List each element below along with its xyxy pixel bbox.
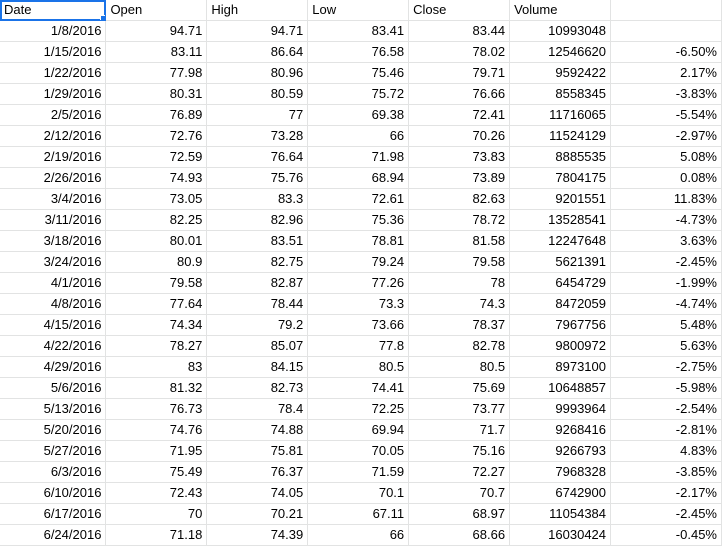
cell-open[interactable]: 77.98 bbox=[106, 63, 207, 84]
table-row bbox=[0, 189, 722, 210]
cell-close[interactable]: 68.97 bbox=[409, 504, 510, 525]
table-row bbox=[0, 168, 722, 189]
cell-volume[interactable]: 9266793 bbox=[510, 441, 611, 462]
cell-change[interactable]: 2.17% bbox=[611, 63, 722, 84]
cell-high[interactable]: 84.15 bbox=[207, 357, 308, 378]
cell-open[interactable]: 80.9 bbox=[106, 252, 207, 273]
cell-close[interactable]: 68.66 bbox=[409, 525, 510, 546]
cell-date[interactable]: 6/3/2016 bbox=[0, 462, 106, 483]
cell-low[interactable]: 69.38 bbox=[308, 105, 409, 126]
cell-close[interactable]: 80.5 bbox=[409, 357, 510, 378]
cell-volume[interactable]: 8558345 bbox=[510, 84, 611, 105]
cell-date[interactable]: 5/13/2016 bbox=[0, 399, 106, 420]
cell-close[interactable]: 70.26 bbox=[409, 126, 510, 147]
table-row bbox=[0, 252, 722, 273]
header-row bbox=[0, 0, 722, 21]
table-row bbox=[0, 483, 722, 504]
table-row bbox=[0, 525, 722, 546]
cell-date[interactable]: 3/24/2016 bbox=[0, 252, 106, 273]
cell-volume[interactable]: 11716065 bbox=[510, 105, 611, 126]
cell-high[interactable]: 82.73 bbox=[207, 378, 308, 399]
cell-close[interactable]: 82.63 bbox=[409, 189, 510, 210]
cell-change[interactable]: 5.08% bbox=[611, 147, 722, 168]
cell-open[interactable]: 80.01 bbox=[106, 231, 207, 252]
table-row bbox=[0, 420, 722, 441]
cell-high[interactable]: 78.44 bbox=[207, 294, 308, 315]
cell-change[interactable]: -5.98% bbox=[611, 378, 722, 399]
cell-open[interactable]: 77.64 bbox=[106, 294, 207, 315]
cell-volume[interactable]: 9592422 bbox=[510, 63, 611, 84]
cell-low[interactable]: 83.41 bbox=[308, 21, 409, 42]
cell-date[interactable]: 4/1/2016 bbox=[0, 273, 106, 294]
cell-date[interactable]: 5/20/2016 bbox=[0, 420, 106, 441]
table-row bbox=[0, 399, 722, 420]
cell-close[interactable]: 78.37 bbox=[409, 315, 510, 336]
cell-high[interactable]: 70.21 bbox=[207, 504, 308, 525]
cell-high[interactable]: 77 bbox=[207, 105, 308, 126]
table-row bbox=[0, 147, 722, 168]
cell-change[interactable]: -0.45% bbox=[611, 525, 722, 546]
cell-change[interactable]: -1.99% bbox=[611, 273, 722, 294]
cell-volume[interactable]: 8885535 bbox=[510, 147, 611, 168]
cell-high[interactable]: 76.64 bbox=[207, 147, 308, 168]
cell-open[interactable]: 70 bbox=[106, 504, 207, 525]
cell-open[interactable]: 71.18 bbox=[106, 525, 207, 546]
cell-change[interactable]: -2.97% bbox=[611, 126, 722, 147]
cell-close[interactable]: 79.71 bbox=[409, 63, 510, 84]
cell-low[interactable]: 68.94 bbox=[308, 168, 409, 189]
cell-change[interactable]: -2.45% bbox=[611, 252, 722, 273]
cell-close[interactable]: 73.89 bbox=[409, 168, 510, 189]
cell-low[interactable]: 80.5 bbox=[308, 357, 409, 378]
cell-high[interactable]: 76.37 bbox=[207, 462, 308, 483]
cell-high[interactable]: 83.3 bbox=[207, 189, 308, 210]
cell-close[interactable]: 79.58 bbox=[409, 252, 510, 273]
cell-close[interactable]: 78.72 bbox=[409, 210, 510, 231]
cell-date[interactable]: 6/10/2016 bbox=[0, 483, 106, 504]
cell-low[interactable]: 71.59 bbox=[308, 462, 409, 483]
cell-open[interactable]: 82.25 bbox=[106, 210, 207, 231]
cell-volume[interactable]: 8472059 bbox=[510, 294, 611, 315]
cell-low[interactable]: 72.25 bbox=[308, 399, 409, 420]
table-row bbox=[0, 210, 722, 231]
cell-volume[interactable]: 11054384 bbox=[510, 504, 611, 525]
cell-close[interactable]: 82.78 bbox=[409, 336, 510, 357]
cell-volume[interactable]: 10993048 bbox=[510, 21, 611, 42]
cell-volume[interactable]: 6454729 bbox=[510, 273, 611, 294]
cell-close[interactable]: 71.7 bbox=[409, 420, 510, 441]
cell-low[interactable]: 66 bbox=[308, 525, 409, 546]
cell-volume[interactable]: 9268416 bbox=[510, 420, 611, 441]
cell-close[interactable]: 72.41 bbox=[409, 105, 510, 126]
selection-fill-handle[interactable] bbox=[100, 15, 106, 21]
cell-close[interactable]: 75.69 bbox=[409, 378, 510, 399]
cell-date[interactable]: 2/5/2016 bbox=[0, 105, 106, 126]
table-row bbox=[0, 294, 722, 315]
cell-volume[interactable]: 7804175 bbox=[510, 168, 611, 189]
cell-change[interactable]: -6.50% bbox=[611, 42, 722, 63]
cell-volume[interactable]: 12546620 bbox=[510, 42, 611, 63]
cell-change[interactable]: 11.83% bbox=[611, 189, 722, 210]
cell-change[interactable]: 4.83% bbox=[611, 441, 722, 462]
cell-high[interactable]: 78.4 bbox=[207, 399, 308, 420]
cell-close[interactable]: 73.77 bbox=[409, 399, 510, 420]
cell-low[interactable]: 75.36 bbox=[308, 210, 409, 231]
table-row bbox=[0, 42, 722, 63]
cell-open[interactable]: 81.32 bbox=[106, 378, 207, 399]
cell-change[interactable]: -3.85% bbox=[611, 462, 722, 483]
cell-close[interactable]: 81.58 bbox=[409, 231, 510, 252]
cell-change[interactable]: -2.54% bbox=[611, 399, 722, 420]
cell-date[interactable]: 4/22/2016 bbox=[0, 336, 106, 357]
header-cell-volume[interactable]: Volume bbox=[510, 0, 611, 21]
cell-low[interactable]: 72.61 bbox=[308, 189, 409, 210]
table-row bbox=[0, 273, 722, 294]
cell-date[interactable]: 2/26/2016 bbox=[0, 168, 106, 189]
cell-high[interactable]: 80.59 bbox=[207, 84, 308, 105]
cell-close[interactable]: 74.3 bbox=[409, 294, 510, 315]
cell-volume[interactable]: 9201551 bbox=[510, 189, 611, 210]
cell-date[interactable]: 3/11/2016 bbox=[0, 210, 106, 231]
cell-change[interactable]: -2.75% bbox=[611, 357, 722, 378]
cell-open[interactable]: 74.34 bbox=[106, 315, 207, 336]
cell-open[interactable]: 74.76 bbox=[106, 420, 207, 441]
cell-change[interactable]: -4.74% bbox=[611, 294, 722, 315]
cell-high[interactable]: 75.76 bbox=[207, 168, 308, 189]
cell-low[interactable]: 76.58 bbox=[308, 42, 409, 63]
cell-low[interactable]: 73.3 bbox=[308, 294, 409, 315]
cell-change[interactable]: -2.81% bbox=[611, 420, 722, 441]
cell-low[interactable]: 75.46 bbox=[308, 63, 409, 84]
cell-volume[interactable]: 9993964 bbox=[510, 399, 611, 420]
cell-high[interactable]: 74.88 bbox=[207, 420, 308, 441]
cell-high[interactable]: 82.75 bbox=[207, 252, 308, 273]
cell-date[interactable]: 2/19/2016 bbox=[0, 147, 106, 168]
cell-change[interactable]: -2.17% bbox=[611, 483, 722, 504]
cell-close[interactable]: 72.27 bbox=[409, 462, 510, 483]
cell-volume[interactable]: 11524129 bbox=[510, 126, 611, 147]
header-cell-low[interactable]: Low bbox=[308, 0, 409, 21]
cell-high[interactable]: 85.07 bbox=[207, 336, 308, 357]
table-row bbox=[0, 126, 722, 147]
cell-date[interactable]: 1/15/2016 bbox=[0, 42, 106, 63]
cell-date[interactable]: 1/29/2016 bbox=[0, 84, 106, 105]
cell-open[interactable]: 72.43 bbox=[106, 483, 207, 504]
cell-date[interactable]: 1/22/2016 bbox=[0, 63, 106, 84]
cell-low[interactable]: 73.66 bbox=[308, 315, 409, 336]
cell-open[interactable]: 94.71 bbox=[106, 21, 207, 42]
cell-volume[interactable]: 13528541 bbox=[510, 210, 611, 231]
cell-open[interactable]: 80.31 bbox=[106, 84, 207, 105]
cell-volume[interactable]: 6742900 bbox=[510, 483, 611, 504]
cell-open[interactable]: 73.05 bbox=[106, 189, 207, 210]
cell-volume[interactable]: 9800972 bbox=[510, 336, 611, 357]
cell-date[interactable]: 4/29/2016 bbox=[0, 357, 106, 378]
cell-date[interactable]: 5/6/2016 bbox=[0, 378, 106, 399]
header-cell-date[interactable]: Date bbox=[0, 0, 106, 21]
cell-close[interactable]: 78.02 bbox=[409, 42, 510, 63]
cell-volume[interactable]: 7967756 bbox=[510, 315, 611, 336]
cell-low[interactable]: 75.72 bbox=[308, 84, 409, 105]
cell-high[interactable]: 74.39 bbox=[207, 525, 308, 546]
cell-high[interactable]: 79.2 bbox=[207, 315, 308, 336]
cell-volume[interactable]: 12247648 bbox=[510, 231, 611, 252]
cell-low[interactable]: 67.11 bbox=[308, 504, 409, 525]
cell-close[interactable]: 76.66 bbox=[409, 84, 510, 105]
cell-open[interactable]: 71.95 bbox=[106, 441, 207, 462]
cell-volume[interactable]: 5621391 bbox=[510, 252, 611, 273]
table-row bbox=[0, 462, 722, 483]
table-row bbox=[0, 105, 722, 126]
cell-date[interactable]: 4/15/2016 bbox=[0, 315, 106, 336]
table-row bbox=[0, 504, 722, 525]
cell-date[interactable]: 6/17/2016 bbox=[0, 504, 106, 525]
cell-high[interactable]: 80.96 bbox=[207, 63, 308, 84]
cell-close[interactable]: 75.16 bbox=[409, 441, 510, 462]
cell-open[interactable]: 76.89 bbox=[106, 105, 207, 126]
cell-high[interactable]: 83.51 bbox=[207, 231, 308, 252]
header-cell-open[interactable]: Open bbox=[106, 0, 207, 21]
cell-open[interactable]: 79.58 bbox=[106, 273, 207, 294]
cell-low[interactable]: 70.05 bbox=[308, 441, 409, 462]
cell-volume[interactable]: 16030424 bbox=[510, 525, 611, 546]
cell-close[interactable]: 70.7 bbox=[409, 483, 510, 504]
cell-change[interactable]: 0.08% bbox=[611, 168, 722, 189]
table-row bbox=[0, 315, 722, 336]
table-row bbox=[0, 336, 722, 357]
table-row bbox=[0, 357, 722, 378]
cell-low[interactable]: 74.41 bbox=[308, 378, 409, 399]
cell-open[interactable]: 72.76 bbox=[106, 126, 207, 147]
cell-volume[interactable]: 10648857 bbox=[510, 378, 611, 399]
cell-change[interactable]: 3.63% bbox=[611, 231, 722, 252]
cell-low[interactable]: 70.1 bbox=[308, 483, 409, 504]
table-row bbox=[0, 441, 722, 462]
cell-open[interactable]: 78.27 bbox=[106, 336, 207, 357]
cell-volume[interactable]: 8973100 bbox=[510, 357, 611, 378]
cell-high[interactable]: 73.28 bbox=[207, 126, 308, 147]
cell-high[interactable]: 86.64 bbox=[207, 42, 308, 63]
cell-date[interactable]: 6/24/2016 bbox=[0, 525, 106, 546]
table-row bbox=[0, 378, 722, 399]
cell-high[interactable]: 74.05 bbox=[207, 483, 308, 504]
cell-low[interactable]: 77.26 bbox=[308, 273, 409, 294]
cell-close[interactable]: 78 bbox=[409, 273, 510, 294]
cell-change[interactable]: -4.73% bbox=[611, 210, 722, 231]
table-row bbox=[0, 21, 722, 42]
cell-change[interactable]: -5.54% bbox=[611, 105, 722, 126]
header-cell-close[interactable]: Close bbox=[409, 0, 510, 21]
header-cell-empty[interactable] bbox=[611, 0, 722, 21]
cell-high[interactable]: 75.81 bbox=[207, 441, 308, 462]
cell-date[interactable]: 3/18/2016 bbox=[0, 231, 106, 252]
cell-open[interactable]: 83.11 bbox=[106, 42, 207, 63]
cell-low[interactable]: 79.24 bbox=[308, 252, 409, 273]
cell-volume[interactable]: 7968328 bbox=[510, 462, 611, 483]
cell-open[interactable]: 75.49 bbox=[106, 462, 207, 483]
cell-open[interactable]: 83 bbox=[106, 357, 207, 378]
cell-open[interactable]: 72.59 bbox=[106, 147, 207, 168]
cell-open[interactable]: 74.93 bbox=[106, 168, 207, 189]
table-row bbox=[0, 231, 722, 252]
cell-high[interactable]: 82.87 bbox=[207, 273, 308, 294]
cell-change[interactable]: -3.83% bbox=[611, 84, 722, 105]
cell-change[interactable] bbox=[611, 21, 722, 42]
cell-change[interactable]: 5.48% bbox=[611, 315, 722, 336]
cell-low[interactable]: 66 bbox=[308, 126, 409, 147]
cell-date[interactable]: 3/4/2016 bbox=[0, 189, 106, 210]
cell-date[interactable]: 1/8/2016 bbox=[0, 21, 106, 42]
cell-high[interactable]: 94.71 bbox=[207, 21, 308, 42]
cell-date[interactable]: 5/27/2016 bbox=[0, 441, 106, 462]
cell-change[interactable]: -2.45% bbox=[611, 504, 722, 525]
cell-change[interactable]: 5.63% bbox=[611, 336, 722, 357]
table-row bbox=[0, 63, 722, 84]
cell-date[interactable]: 2/12/2016 bbox=[0, 126, 106, 147]
cell-low[interactable]: 78.81 bbox=[308, 231, 409, 252]
cell-low[interactable]: 77.8 bbox=[308, 336, 409, 357]
cell-close[interactable]: 83.44 bbox=[409, 21, 510, 42]
header-cell-high[interactable]: High bbox=[207, 0, 308, 21]
cell-close[interactable]: 73.83 bbox=[409, 147, 510, 168]
cell-high[interactable]: 82.96 bbox=[207, 210, 308, 231]
cell-low[interactable]: 71.98 bbox=[308, 147, 409, 168]
cell-open[interactable]: 76.73 bbox=[106, 399, 207, 420]
cell-low[interactable]: 69.94 bbox=[308, 420, 409, 441]
table-row bbox=[0, 84, 722, 105]
cell-date[interactable]: 4/8/2016 bbox=[0, 294, 106, 315]
